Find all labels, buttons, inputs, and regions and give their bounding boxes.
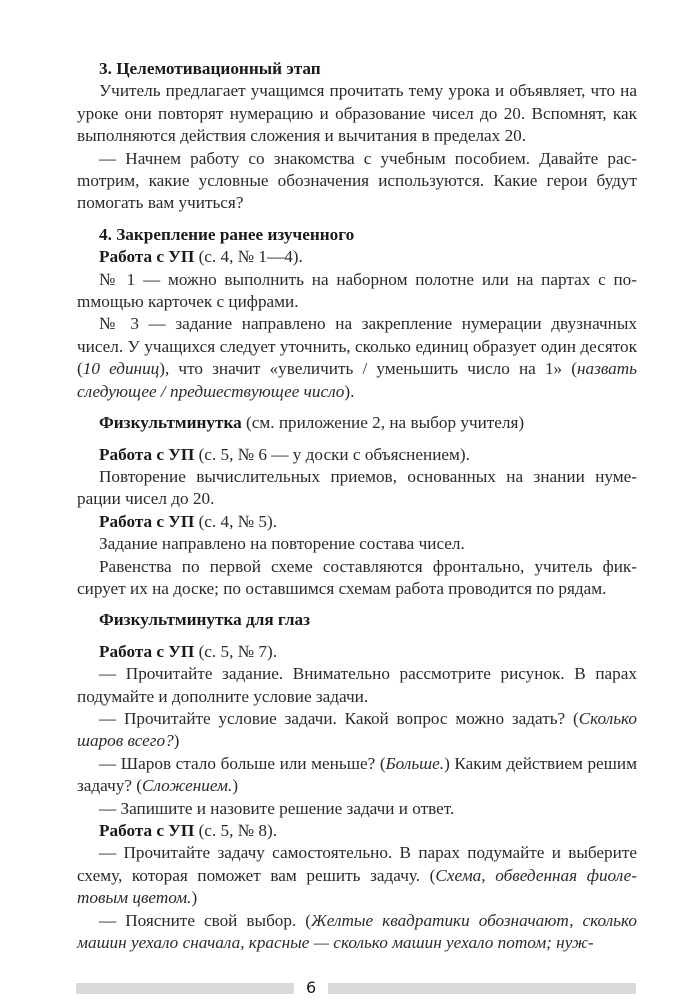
paragraph: — Начнем работу со знакомства с учебным пособием. Давайте расmотрим, какие условные обозначения используются. Какие герои будут помогать вам учиться?: [77, 148, 637, 213]
work-ref: (с. 5, № 6 — у доски с объяснением).: [194, 444, 470, 464]
text-run: — Поясните свой выбор. (: [99, 910, 312, 930]
paragraph: Повторение вычислительных приемов, основанных на знании нумерации чисел до 20.: [77, 466, 637, 509]
fizminutka-heading: [77, 412, 637, 434]
paragraph: — Прочитайте задание. Внимательно рассмотрите рисунок. В парах подумайте и дополните условие задачи.: [77, 664, 637, 706]
work-ref: (с. 5, № 8).: [194, 821, 278, 840]
section-heading-4: 4. Закрепление ранее изученного: [99, 224, 355, 244]
text-run: № 3 — задание направлено на закрепление нумерации двузначных чисел. У учащихся следует уточнить, сколько единиц образует один десяток (: [77, 314, 637, 379]
work-ref: (с. 5, № 7).: [194, 641, 278, 661]
text-run: — Шаров стало больше или меньше? (: [99, 753, 386, 773]
italic-run: Сложением.: [142, 776, 233, 796]
work-heading: [77, 444, 637, 466]
work-label: Работа с УП: [99, 444, 195, 464]
text-run: — Прочитайте задачу самостоятельно. В парах подумайте и выберите схему, которая поможет вам решить задачу. (: [77, 843, 637, 885]
fizminutka-label: Физкультминутка: [99, 413, 242, 433]
work-heading: [77, 246, 637, 268]
italic-run: Желтые квадратики обозначают, сколько машин уехало сначала, красные — сколько машин уехало потом; нуж-: [77, 910, 637, 953]
footer-bar-right: [328, 983, 636, 994]
text-run: ).: [344, 381, 355, 401]
page-footer: [76, 976, 636, 1000]
paragraph: [77, 753, 637, 798]
work-label: Работа с УП: [99, 641, 195, 661]
footer-bar-left: [76, 983, 294, 994]
work-ref: (с. 4, № 5).: [194, 511, 278, 531]
text-run: — Прочитайте условие задачи. Какой вопрос можно задать? (: [99, 708, 579, 728]
paragraph: [77, 910, 637, 955]
work-heading: [77, 511, 637, 533]
italic-run: назвать следующее / предшествующее число: [77, 359, 637, 401]
italic-run: 10 единиц: [82, 359, 160, 379]
paragraph: Задание направлено на повторение состава чисел.: [99, 534, 465, 554]
work-heading: [77, 641, 637, 663]
paragraph: [77, 313, 637, 403]
work-label: Работа с УП: [99, 821, 195, 840]
text-run: ), что значит «увеличить / уменьшить число на 1» (: [159, 359, 577, 379]
text-run: ) Каким действием решим задачу? (: [77, 753, 637, 796]
text-run: ): [173, 731, 180, 751]
italic-run: Схема, обведенная фиолетовым цветом.: [77, 865, 637, 908]
text-run: (см. приложение 2, на выбор учителя): [241, 413, 525, 433]
fizminutka-eyes-heading: Физкультминутка для глаз: [99, 610, 311, 630]
work-heading: [77, 820, 637, 842]
document-page: [77, 0, 637, 954]
page-number: 6: [306, 978, 317, 998]
paragraph: Учитель предлагает учащимся прочитать тему урока и объявляет, что на уроке они повторят нумерацию и образование чисел до 20. Вспомнят, как выполняются действия сложения и вычитания в пределах 20.: [77, 81, 637, 146]
work-label: Работа с УП: [99, 511, 195, 531]
text-run: ): [232, 776, 239, 796]
italic-run: Больше.: [385, 753, 445, 773]
text-run: ): [191, 888, 198, 908]
paragraph: — Запишите и назовите решение задачи и ответ.: [99, 798, 455, 818]
work-label: Работа с УП: [99, 247, 195, 267]
italic-run: Сколько шаров всего?: [77, 708, 637, 751]
paragraph: [77, 708, 637, 753]
paragraph: Равенства по первой схеме составляются фронтально, учитель фиксирует их на доске; по оставшимся схемам работа проводится по рядам.: [77, 556, 637, 598]
paragraph: № 1 — можно выполнить на наборном полотне или на партах с поmмощью карточек с цифрами.: [77, 269, 637, 312]
paragraph: [77, 842, 637, 909]
work-ref: (с. 4, № 1—4).: [194, 247, 303, 267]
section-heading-3: 3. Целемотивационный этап: [99, 59, 321, 78]
